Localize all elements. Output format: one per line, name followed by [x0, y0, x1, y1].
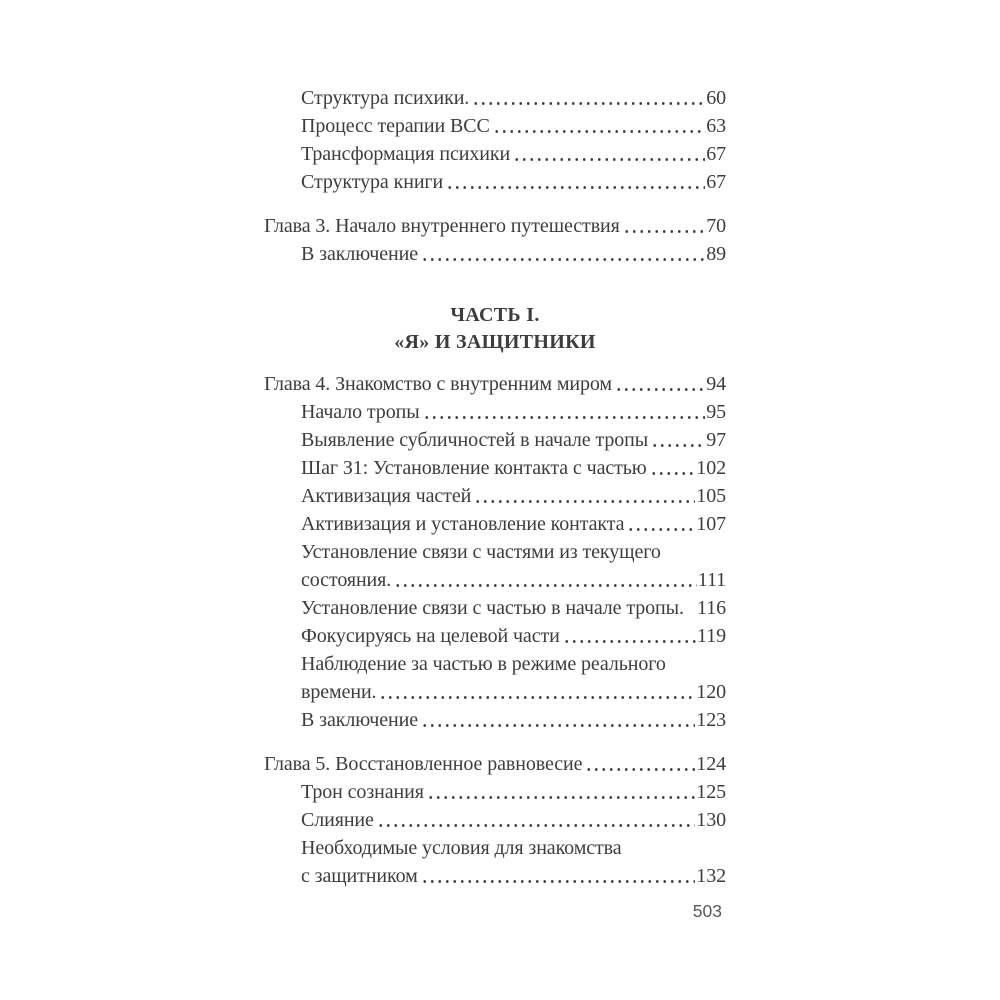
dot-leader: [421, 398, 706, 426]
toc-entry-label: Структура психики.: [301, 87, 470, 109]
toc-page-number: 67: [706, 171, 726, 193]
toc-entry-label: Необходимые условия для знакомства: [301, 837, 622, 859]
toc-page-number: 70: [706, 215, 726, 237]
dot-leader: [649, 426, 705, 454]
dot-leader: [583, 750, 695, 778]
toc-entry-label: Шаг З1: Установление контакта с частью: [301, 457, 647, 479]
dot-leader: [392, 566, 697, 594]
dot-leader: [613, 370, 705, 398]
toc-entry-label: Наблюдение за частью в режиме реального: [301, 653, 666, 675]
toc-entry-label: Активизация и установление контакта: [301, 513, 625, 535]
dot-leader: [511, 140, 705, 168]
toc-group-gap: [264, 734, 726, 750]
toc-page-number: 123: [696, 709, 726, 731]
toc-entry-label: Процесс терапии ВСС: [301, 115, 490, 137]
toc-page-number: 107: [696, 513, 726, 535]
toc-page-number: 97: [706, 429, 726, 451]
dot-leader: [625, 510, 695, 538]
dot-leader: [685, 594, 689, 622]
toc-entry-label: Фокусируясь на целевой части: [301, 625, 560, 647]
toc-entry-label: времени.: [301, 681, 377, 703]
toc-entry: [264, 240, 726, 268]
toc-page-number: 94: [706, 373, 726, 395]
toc-entry: [264, 212, 726, 240]
toc-entry-label: Установление связи с частями из текущего: [301, 541, 661, 563]
dot-leader: [377, 678, 695, 706]
dot-leader: [425, 778, 695, 806]
part-heading-line2: «Я» И ЗАЩИТНИКИ: [394, 331, 596, 353]
toc-entry: [264, 834, 726, 862]
toc-entry: [264, 650, 726, 678]
dot-leader: [375, 806, 695, 834]
toc-page-number: 111: [697, 569, 726, 591]
toc-entry: [264, 538, 726, 566]
dot-leader: [444, 168, 705, 196]
toc-entry-label: состояния.: [301, 569, 392, 591]
toc-entry: [264, 510, 726, 538]
toc-page-number: 132: [696, 865, 726, 887]
toc-entry: [264, 750, 726, 778]
dot-leader: [419, 706, 695, 734]
toc-entry: [264, 454, 726, 482]
toc-entry-label: Трансформация психики: [301, 143, 511, 165]
toc-entry-label: Глава 5. Восстановленное равновесие: [264, 753, 583, 775]
dot-leader: [419, 862, 696, 890]
dot-leader: [561, 622, 696, 650]
toc-page-number: 124: [696, 753, 726, 775]
toc-entry: [264, 594, 726, 622]
dot-leader: [472, 482, 695, 510]
toc-page-number: 120: [696, 681, 726, 703]
toc-page-number: 102: [696, 457, 726, 479]
toc-entry: [264, 140, 726, 168]
dot-leader: [419, 240, 705, 268]
toc-page-number: 116: [697, 597, 726, 619]
dot-leader: [648, 454, 696, 482]
toc-entry-label: Установление связи с частью в начале тропы.: [301, 597, 684, 619]
toc-page-number: 67: [706, 143, 726, 165]
toc-entry: [264, 398, 726, 426]
toc-entry-label: Глава 3. Начало внутреннего путешествия: [264, 215, 620, 237]
dot-leader: [470, 84, 705, 112]
toc-entry-label: Структура книги: [301, 171, 444, 193]
toc-entry-label: Выявление субличностей в начале тропы: [301, 429, 649, 451]
dot-leader: [621, 212, 705, 240]
toc-page-number: 125: [696, 781, 726, 803]
toc-entry-label: В заключение: [301, 709, 419, 731]
toc-entry: [264, 806, 726, 834]
page-footer-number: 503: [692, 901, 722, 921]
toc-entry: [264, 426, 726, 454]
toc-entry: [264, 678, 726, 706]
toc-entry-label: Активизация частей: [301, 485, 472, 507]
part-heading-line1: ЧАСТЬ I.: [450, 304, 540, 326]
toc-entry-label: В заключение: [301, 243, 419, 265]
dot-leader: [491, 112, 705, 140]
toc-page-number: 63: [706, 115, 726, 137]
part-heading: [264, 302, 726, 356]
toc-entry-label: Глава 4. Знакомство с внутренним миром: [264, 373, 612, 395]
toc-entry: [264, 370, 726, 398]
toc-entry: [264, 168, 726, 196]
toc-entry-label: Начало тропы: [301, 401, 420, 423]
toc-entry: [264, 778, 726, 806]
toc-entry: [264, 112, 726, 140]
toc-page-number: 130: [696, 809, 726, 831]
toc-page-number: 89: [706, 243, 726, 265]
toc-group-gap: [264, 196, 726, 212]
toc-entry: [264, 482, 726, 510]
table-of-contents: [264, 84, 726, 890]
toc-page-number: 105: [696, 485, 726, 507]
toc-entry-label: с защитником: [301, 865, 418, 887]
toc-entry: [264, 566, 726, 594]
toc-page-number: 60: [706, 87, 726, 109]
toc-entry: [264, 706, 726, 734]
toc-entry: [264, 622, 726, 650]
toc-entry-label: Трон сознания: [301, 781, 424, 803]
toc-entry-label: Слияние: [301, 809, 374, 831]
toc-entry: [264, 84, 726, 112]
toc-page-number: 119: [697, 625, 726, 647]
toc-page-number: 95: [706, 401, 726, 423]
toc-entry: [264, 862, 726, 890]
